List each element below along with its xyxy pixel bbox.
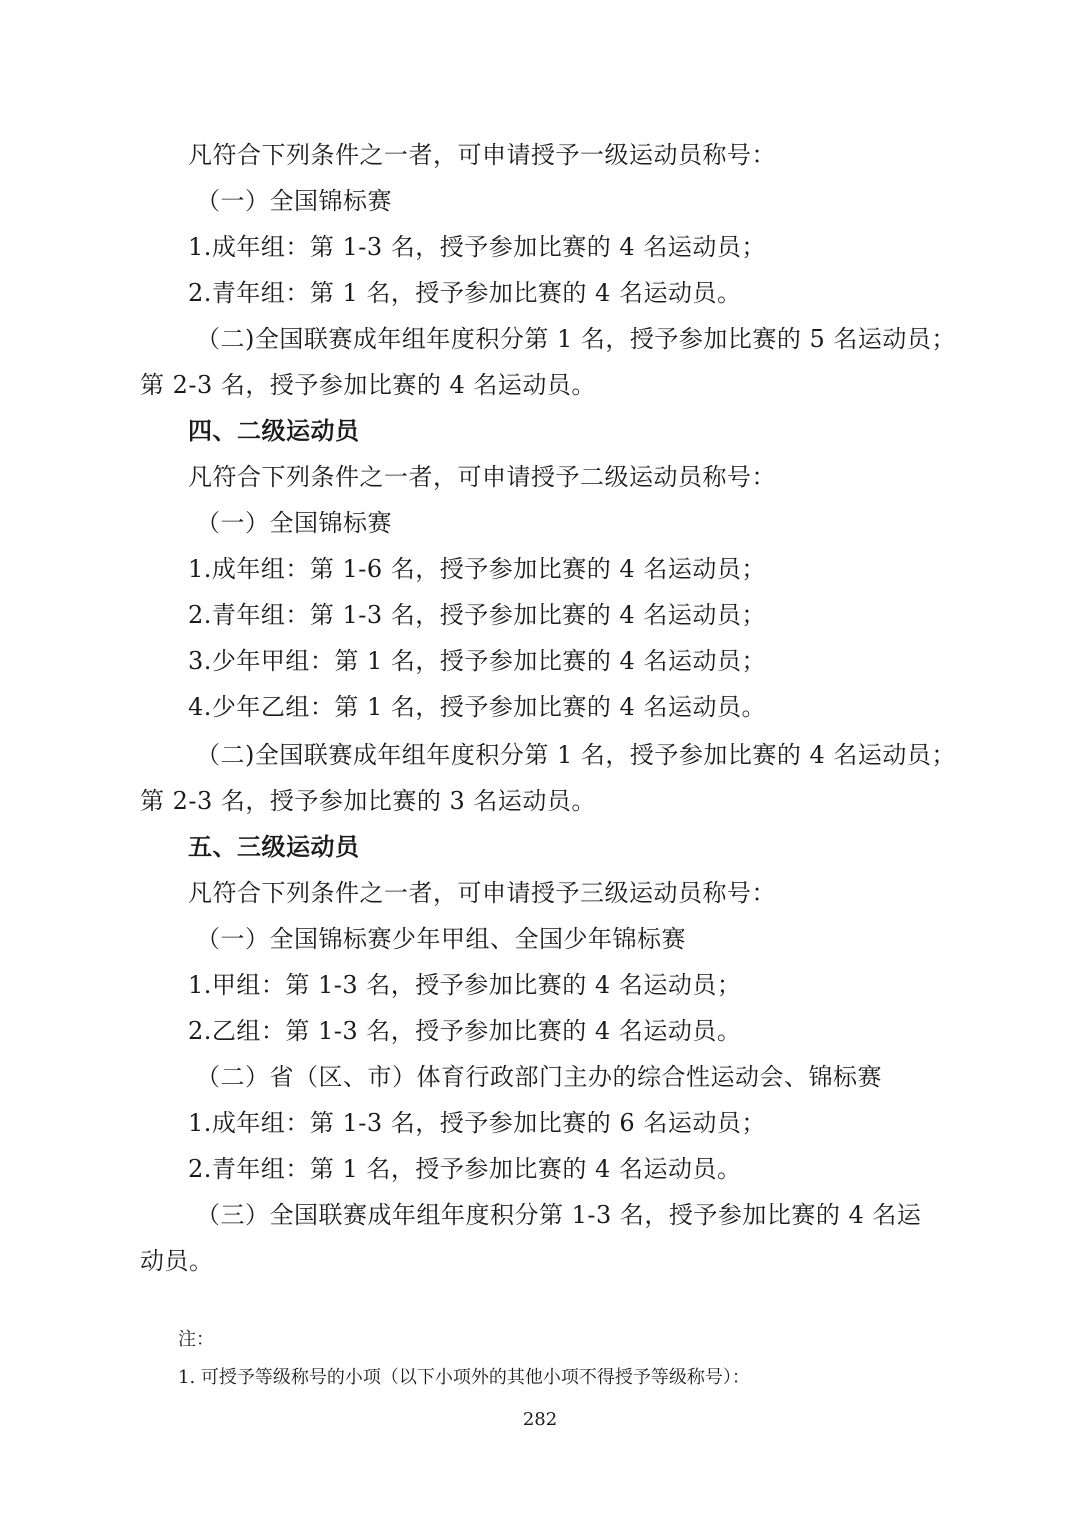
paragraph-level3-section1: （一）全国锦标赛少年甲组、全国少年锦标赛 (196, 925, 686, 953)
paragraph-level2-section1: （一）全国锦标赛 (196, 509, 392, 537)
paragraph-level3-item2: 2.乙组：第 1-3 名，授予参加比赛的 4 名运动员。 (188, 1017, 742, 1045)
paragraph-level1-item2: 2.青年组：第 1 名，授予参加比赛的 4 名运动员。 (188, 279, 742, 307)
notes-item-1: 1. 可授予等级称号的小项（以下小项外的其他小项不得授予等级称号）： (178, 1367, 750, 1388)
paragraph-level3-section3-cont: 动员。 (140, 1247, 214, 1275)
heading-level3: 五、三级运动员 (188, 833, 360, 861)
notes-label: 注： (178, 1329, 214, 1350)
paragraph-level2-item2: 2.青年组：第 1-3 名，授予参加比赛的 4 名运动员； (188, 601, 766, 629)
paragraph-level1-section1: （一）全国锦标赛 (196, 187, 392, 215)
heading-level2: 四、二级运动员 (188, 417, 360, 445)
paragraph-level1-section2: （二)全国联赛成年组年度积分第 1 名，授予参加比赛的 5 名运动员； (196, 325, 956, 353)
paragraph-level3-section3: （三）全国联赛成年组年度积分第 1-3 名，授予参加比赛的 4 名运 (196, 1201, 922, 1229)
paragraph-level2-item3: 3.少年甲组：第 1 名，授予参加比赛的 4 名运动员； (188, 647, 766, 675)
page-number: 282 (522, 1409, 558, 1430)
paragraph-level3-section2: （二）省（区、市）体育行政部门主办的综合性运动会、锦标赛 (196, 1063, 882, 1091)
paragraph-level3-section2-item1: 1.成年组：第 1-3 名，授予参加比赛的 6 名运动员； (188, 1109, 766, 1137)
paragraph-level2-intro: 凡符合下列条件之一者，可申请授予二级运动员称号： (188, 463, 776, 491)
paragraph-level3-intro: 凡符合下列条件之一者，可申请授予三级运动员称号： (188, 879, 776, 907)
paragraph-level1-intro: 凡符合下列条件之一者，可申请授予一级运动员称号： (188, 141, 776, 169)
paragraph-level3-section2-item2: 2.青年组：第 1 名，授予参加比赛的 4 名运动员。 (188, 1155, 742, 1183)
paragraph-level2-section2: （二)全国联赛成年组年度积分第 1 名，授予参加比赛的 4 名运动员； (196, 741, 956, 769)
paragraph-level2-section2-cont: 第 2-3 名，授予参加比赛的 3 名运动员。 (140, 787, 596, 815)
paragraph-level2-item4: 4.少年乙组：第 1 名，授予参加比赛的 4 名运动员。 (188, 693, 766, 721)
paragraph-level1-item1: 1.成年组：第 1-3 名，授予参加比赛的 4 名运动员； (188, 233, 766, 261)
paragraph-level3-item1: 1.甲组：第 1-3 名，授予参加比赛的 4 名运动员； (188, 971, 742, 999)
paragraph-level2-item1: 1.成年组：第 1-6 名，授予参加比赛的 4 名运动员； (188, 555, 766, 583)
paragraph-level1-section2-cont: 第 2-3 名，授予参加比赛的 4 名运动员。 (140, 371, 596, 399)
